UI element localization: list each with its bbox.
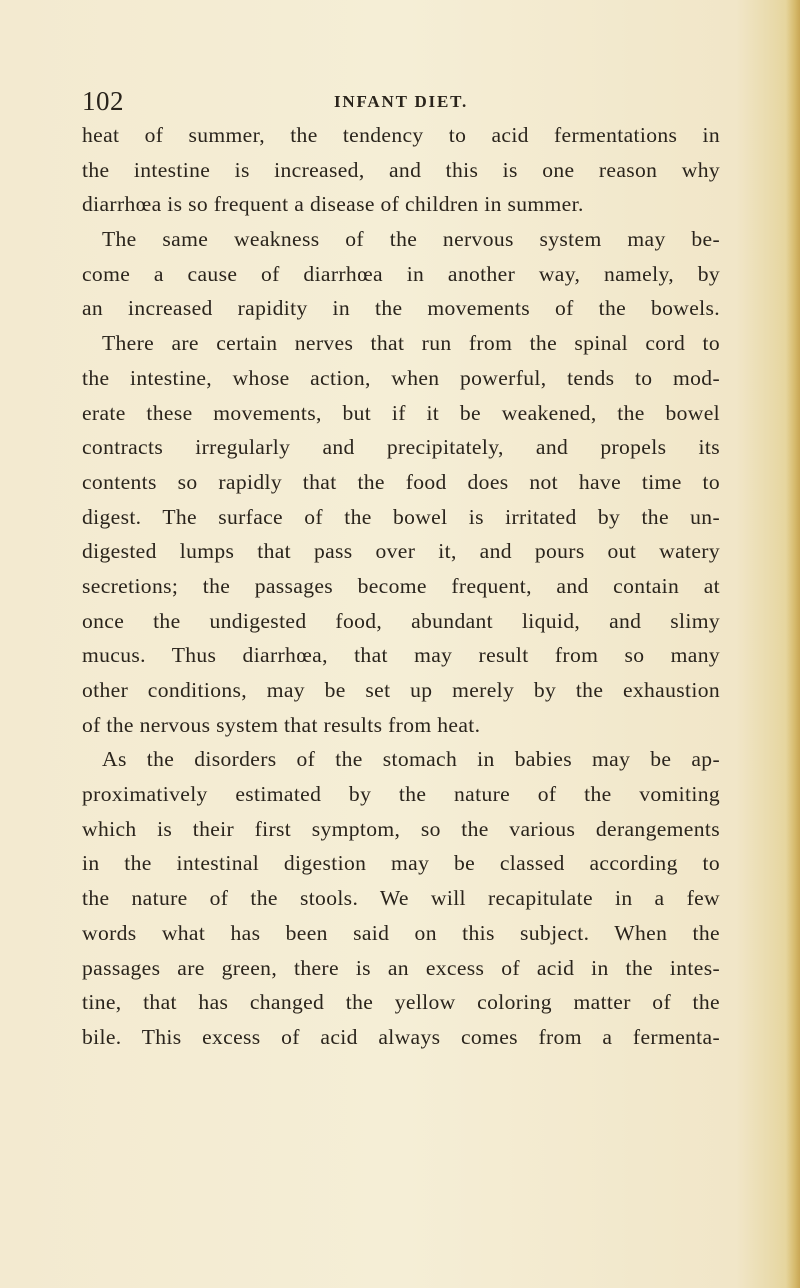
text-line: As the disorders of the stomach in babies may be ap- [102, 747, 720, 772]
text-line: of the nervous system that results from heat. [82, 712, 481, 737]
text-line: the intestine, whose action, when powerful, tends to mod- [82, 365, 720, 390]
page-number: 102 [82, 86, 124, 116]
text-line: digest. The surface of the bowel is irritated by the un- [82, 504, 720, 529]
text-line: which is their first symptom, so the various derangements [82, 816, 720, 841]
text-line: the intestine is increased, and this is one reason why [82, 157, 720, 182]
text-line: There are certain nerves that run from the spinal cord to [102, 331, 720, 356]
text-line: the nature of the stools. We will recapitulate in a few [82, 886, 720, 911]
text-line: come a cause of diarrhœa in another way, namely, by [82, 261, 720, 286]
text-line: passages are green, there is an excess of acid in the intes- [82, 955, 720, 980]
text-line: proximatively estimated by the nature of the vomiting [82, 782, 720, 807]
text-line: mucus. Thus diarrhœa, that may result from so many [82, 643, 720, 668]
running-title: INFANT DIET. [334, 92, 469, 111]
text-line: heat of summer, the tendency to acid fermentations in [82, 123, 720, 147]
page-edge-shadow [786, 0, 800, 1288]
text-line: bile. This excess of acid always comes from a fermenta- [82, 1024, 720, 1049]
text-line: secretions; the passages become frequent, and contain at [82, 573, 720, 598]
text-line: digested lumps that pass over it, and pours out watery [82, 539, 720, 564]
text-line: other conditions, may be set up merely by the exhaustion [82, 678, 720, 702]
text-line: The same weakness of the nervous system may be- [102, 227, 720, 252]
text-line: words what has been said on this subject. When the [82, 920, 720, 945]
body-text [82, 118, 720, 1055]
text-line: contracts irregularly and precipitately, and propels its [82, 435, 720, 460]
text-line: contents so rapidly that the food does not have time to [82, 469, 720, 494]
page-header [82, 86, 722, 116]
text-line: tine, that has changed the yellow coloring matter of the [82, 990, 720, 1015]
text-line: erate these movements, but if it be weakened, the bowel [82, 400, 720, 425]
text-line: once the undigested food, abundant liquid, and slimy [82, 608, 720, 633]
text-line: diarrhœa is so frequent a disease of children in summer. [82, 192, 584, 217]
text-line: in the intestinal digestion may be classed according to [82, 851, 720, 876]
text-line: an increased rapidity in the movements of the bowels. [82, 296, 720, 321]
